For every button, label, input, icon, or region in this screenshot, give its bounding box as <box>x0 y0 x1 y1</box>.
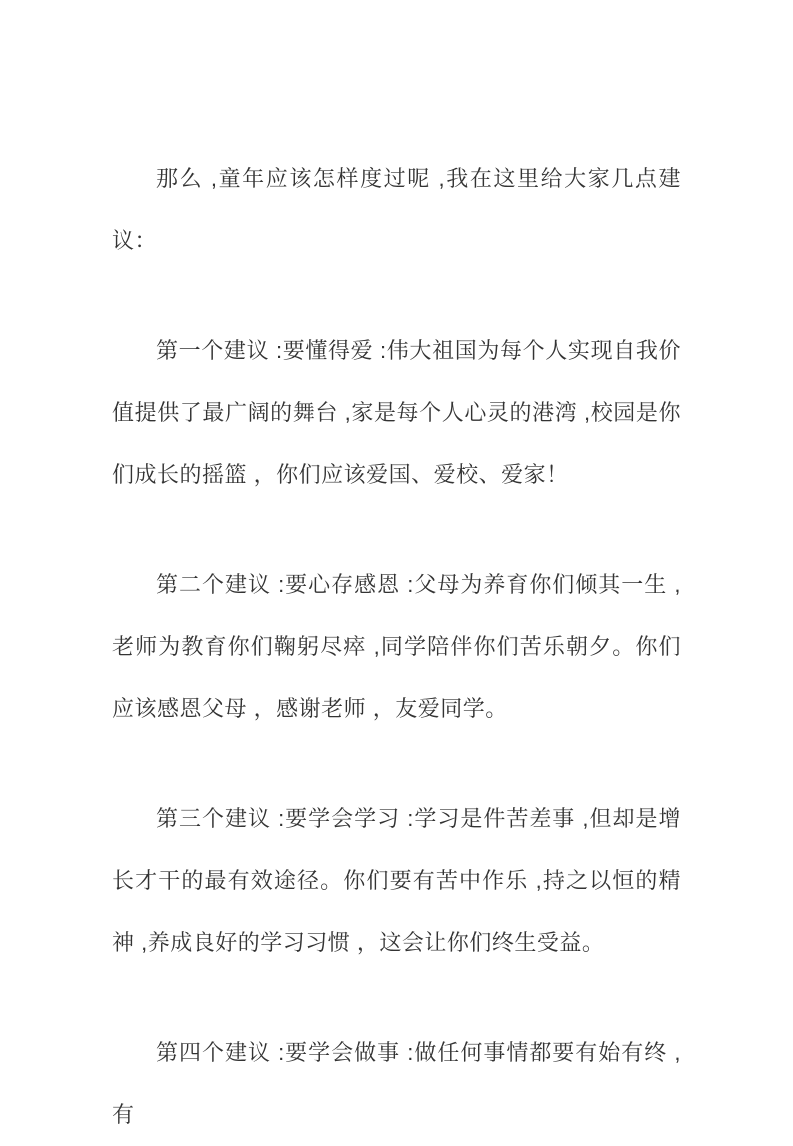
paragraph-suggestion-1: 第一个建议 :要懂得爱 :伟大祖国为每个人实现自我价值提供了最广阔的舞台 ,家是每个人心灵的港湾 ,校园是你们成长的摇篮 ，你们应该爱国、爱校、爱家！ <box>112 338 681 487</box>
paragraph-intro: 那么 ,童年应该怎样度过呢 ,我在这里给大家几点建议： <box>112 166 681 253</box>
paragraph-suggestion-3: 第三个建议 :要学会学习 :学习是件苦差事 ,但却是增长才干的最有效途径。你们要有苦中作乐 ,持之以恒的精神 ,养成良好的学习习惯 ，这会让你们终生受益。 <box>112 806 681 955</box>
paragraph-suggestion-4: 第四个建议 :要学会做事 :做任何事情都要有始有终 ,有 <box>112 1040 681 1127</box>
paragraph-suggestion-2: 第二个建议 :要心存感恩 :父母为养育你们倾其一生 ,老师为教育你们鞠躬尽瘁 ,同学陪伴你们苦乐朝夕。你们应该感恩父母 ，感谢老师 ，友爱同学。 <box>112 572 681 721</box>
